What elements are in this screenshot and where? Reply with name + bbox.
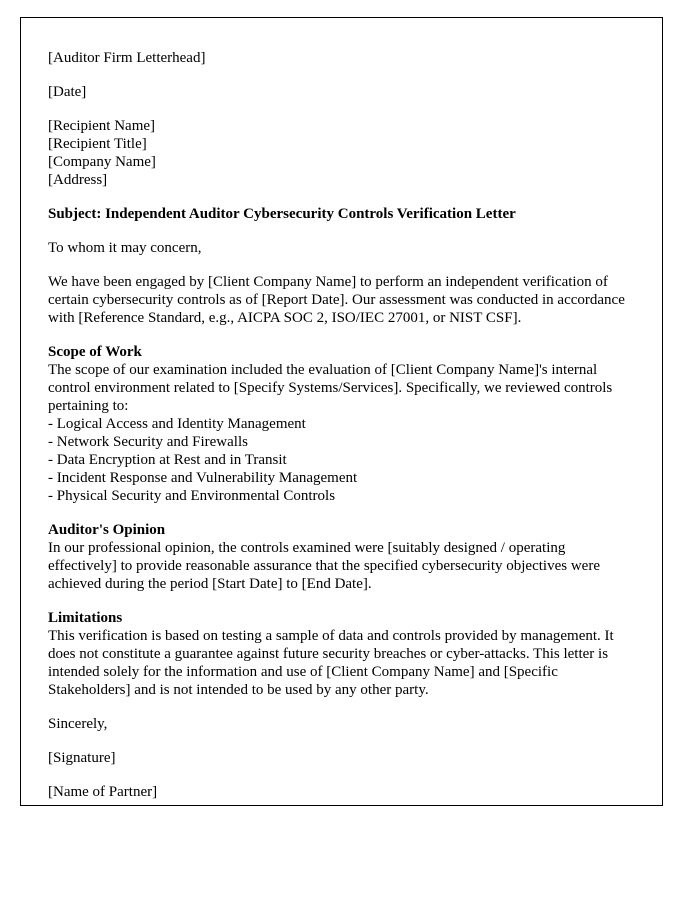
opinion-section [48,521,635,593]
salutation: To whom it may concern, [48,240,202,256]
signature-placeholder: [Signature] [48,750,116,766]
letter-page [20,17,663,806]
scope-body: The scope of our examination included the evaluation of [Client Company Name]'s internal control environment related to [Specify Systems/Services]. Specifically, we reviewed controls pertaining to: [48,362,613,414]
limitations-heading: Limitations [48,610,123,626]
opinion-heading: Auditor's Opinion [48,522,166,538]
date-placeholder: [Date] [48,84,87,100]
recipient-company: [Company Name] [48,154,156,170]
recipient-name: [Recipient Name] [48,118,156,134]
recipient-block [48,117,635,189]
closing: Sincerely, [48,716,108,732]
recipient-title: [Recipient Title] [48,136,147,152]
scope-item: - Logical Access and Identity Management [48,416,306,432]
subject-line: Subject: Independent Auditor Cybersecurity Controls Verification Letter [48,206,516,222]
scope-item: - Incident Response and Vulnerability Management [48,470,358,486]
scope-item: - Data Encryption at Rest and in Transit [48,452,287,468]
opinion-body: In our professional opinion, the controls examined were [suitably designed / operating effectively] to provide reasonable assurance that the specified cybersecurity objectives were achieved during the period [Start Date] to [End Date]. [48,540,600,592]
scope-item: - Physical Security and Environmental Controls [48,488,336,504]
scope-item: - Network Security and Firewalls [48,434,248,450]
partner-name-placeholder: [Name of Partner] [48,784,158,800]
letterhead-placeholder: [Auditor Firm Letterhead] [48,50,206,66]
limitations-body: This verification is based on testing a sample of data and controls provided by management. It does not constitute a guarantee against future security breaches or cyber-attacks. This letter is intended solely for the information and use of [Client Company Name] and [Specific Stakeholders] and is not intended to be used by any other party. [48,628,614,698]
scope-heading: Scope of Work [48,344,142,360]
scope-section [48,343,635,505]
limitations-section [48,609,635,699]
recipient-address: [Address] [48,172,108,188]
intro-paragraph: We have been engaged by [Client Company Name] to perform an independent verification of certain cybersecurity controls as of [Report Date]. Our assessment was conducted in accordance with [Reference Standard, e.g., AICPA SOC 2, ISO/IEC 27001, or NIST CSF]. [48,274,625,326]
